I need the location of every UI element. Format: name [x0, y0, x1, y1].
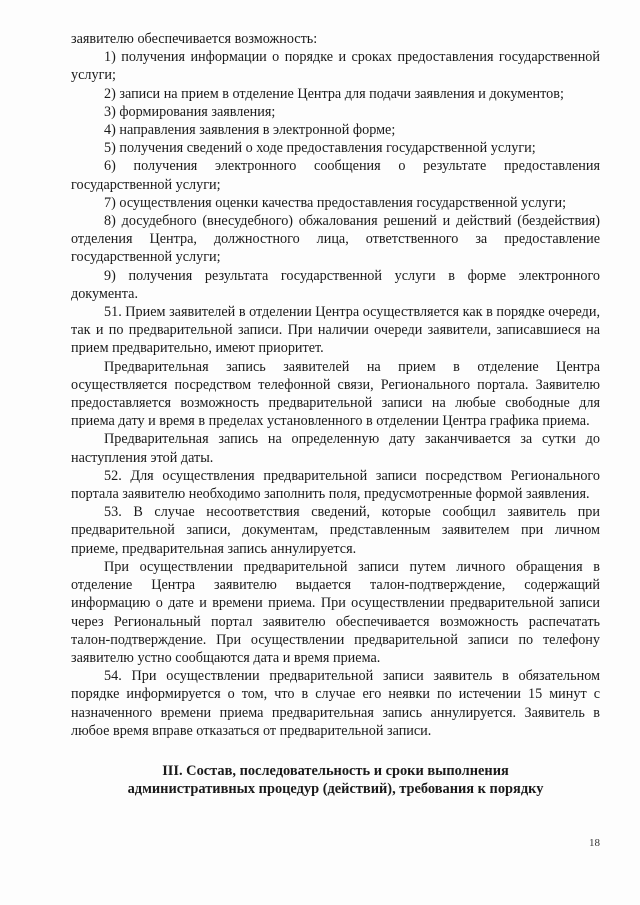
list-item-5: 5) получения сведений о ходе предоставления государственной услуги;: [104, 140, 536, 157]
list-item-2: 2) записи на прием в отделение Центра для подачи заявления и документов;: [104, 85, 564, 102]
clause-53-confirmation: При осуществлении предварительной записи путем личного обращения в отделение Центра заявителю выдается талон-подтверждение, содержащий информацию о дате и времени приема. При осуществлении предварительной записи через Региональный портал заявителю обеспечивается возможность распечатать талон-подтверждение. При осуществлении предварительной записи по телефону заявителю устно сообщаются дата и время приема.: [71, 558, 600, 666]
section-spacer: [71, 740, 600, 762]
section-heading-line-2: административных процедур (действий), требования к порядку: [127, 781, 544, 798]
section-heading: [71, 762, 600, 799]
page-number: 18: [589, 837, 600, 849]
clause-51-booking-deadline: Предварительная запись на определенную дату заканчивается за сутки до наступления этой даты.: [71, 431, 600, 466]
list-item-9: 9) получения результата государственной услуги в форме электронного документа.: [71, 267, 600, 302]
clause-52: 52. Для осуществления предварительной записи посредством Регионального портала заявителю необходимо заполнить поля, предусмотренные формой заявления.: [71, 467, 600, 503]
list-item-6: 6) получения электронного сообщения о результате предоставления государственной услуги;: [71, 158, 600, 193]
clause-54: 54. При осуществлении предварительной записи заявитель в обязательном порядке информируется о том, что в случае его неявки по истечении 15 минут с назначенного времени приема предварительная запись аннулируется. Заявитель в любое время вправе отказаться от предварительной записи.: [71, 668, 600, 739]
clause-53: 53. В случае несоответствия сведений, которые сообщил заявитель при предварительной записи, документам, представленным заявителем при личном приеме, предварительная запись аннулируется.: [71, 504, 600, 557]
paragraph-intro: заявителю обеспечивается возможность:: [71, 31, 318, 47]
clause-51-booking-methods: Предварительная запись заявителей на прием в отделение Центра осуществляется посредством телефонной связи, Регионального портала. Заявителю предоставляется возможность предварительной записи на любые свободные для приема дату и время в пределах установленного в отделении Центра графика приема.: [71, 358, 600, 430]
list-item-1: 1) получения информации о порядке и сроках предоставления государственной услуги;: [71, 49, 600, 84]
clause-51: 51. Прием заявителей в отделении Центра осуществляется как в порядке очереди, так и по предварительной записи. При наличии очереди заявители, записавшиеся на прием предварительно, имеют приоритет.: [71, 304, 600, 357]
list-item-4: 4) направления заявления в электронной форме;: [104, 122, 396, 139]
document-body: [71, 30, 600, 799]
section-heading-line-1: III. Состав, последовательность и сроки выполнения: [162, 762, 509, 779]
list-item-3: 3) формирования заявления;: [104, 103, 276, 120]
list-item-8: 8) досудебного (внесудебного) обжалования решений и действий (бездействия) отделения Центра, должностного лица, ответственного за предоставление государственной услуги;: [71, 213, 600, 266]
list-item-7: 7) осуществления оценки качества предоставления государственной услуги;: [104, 194, 567, 211]
